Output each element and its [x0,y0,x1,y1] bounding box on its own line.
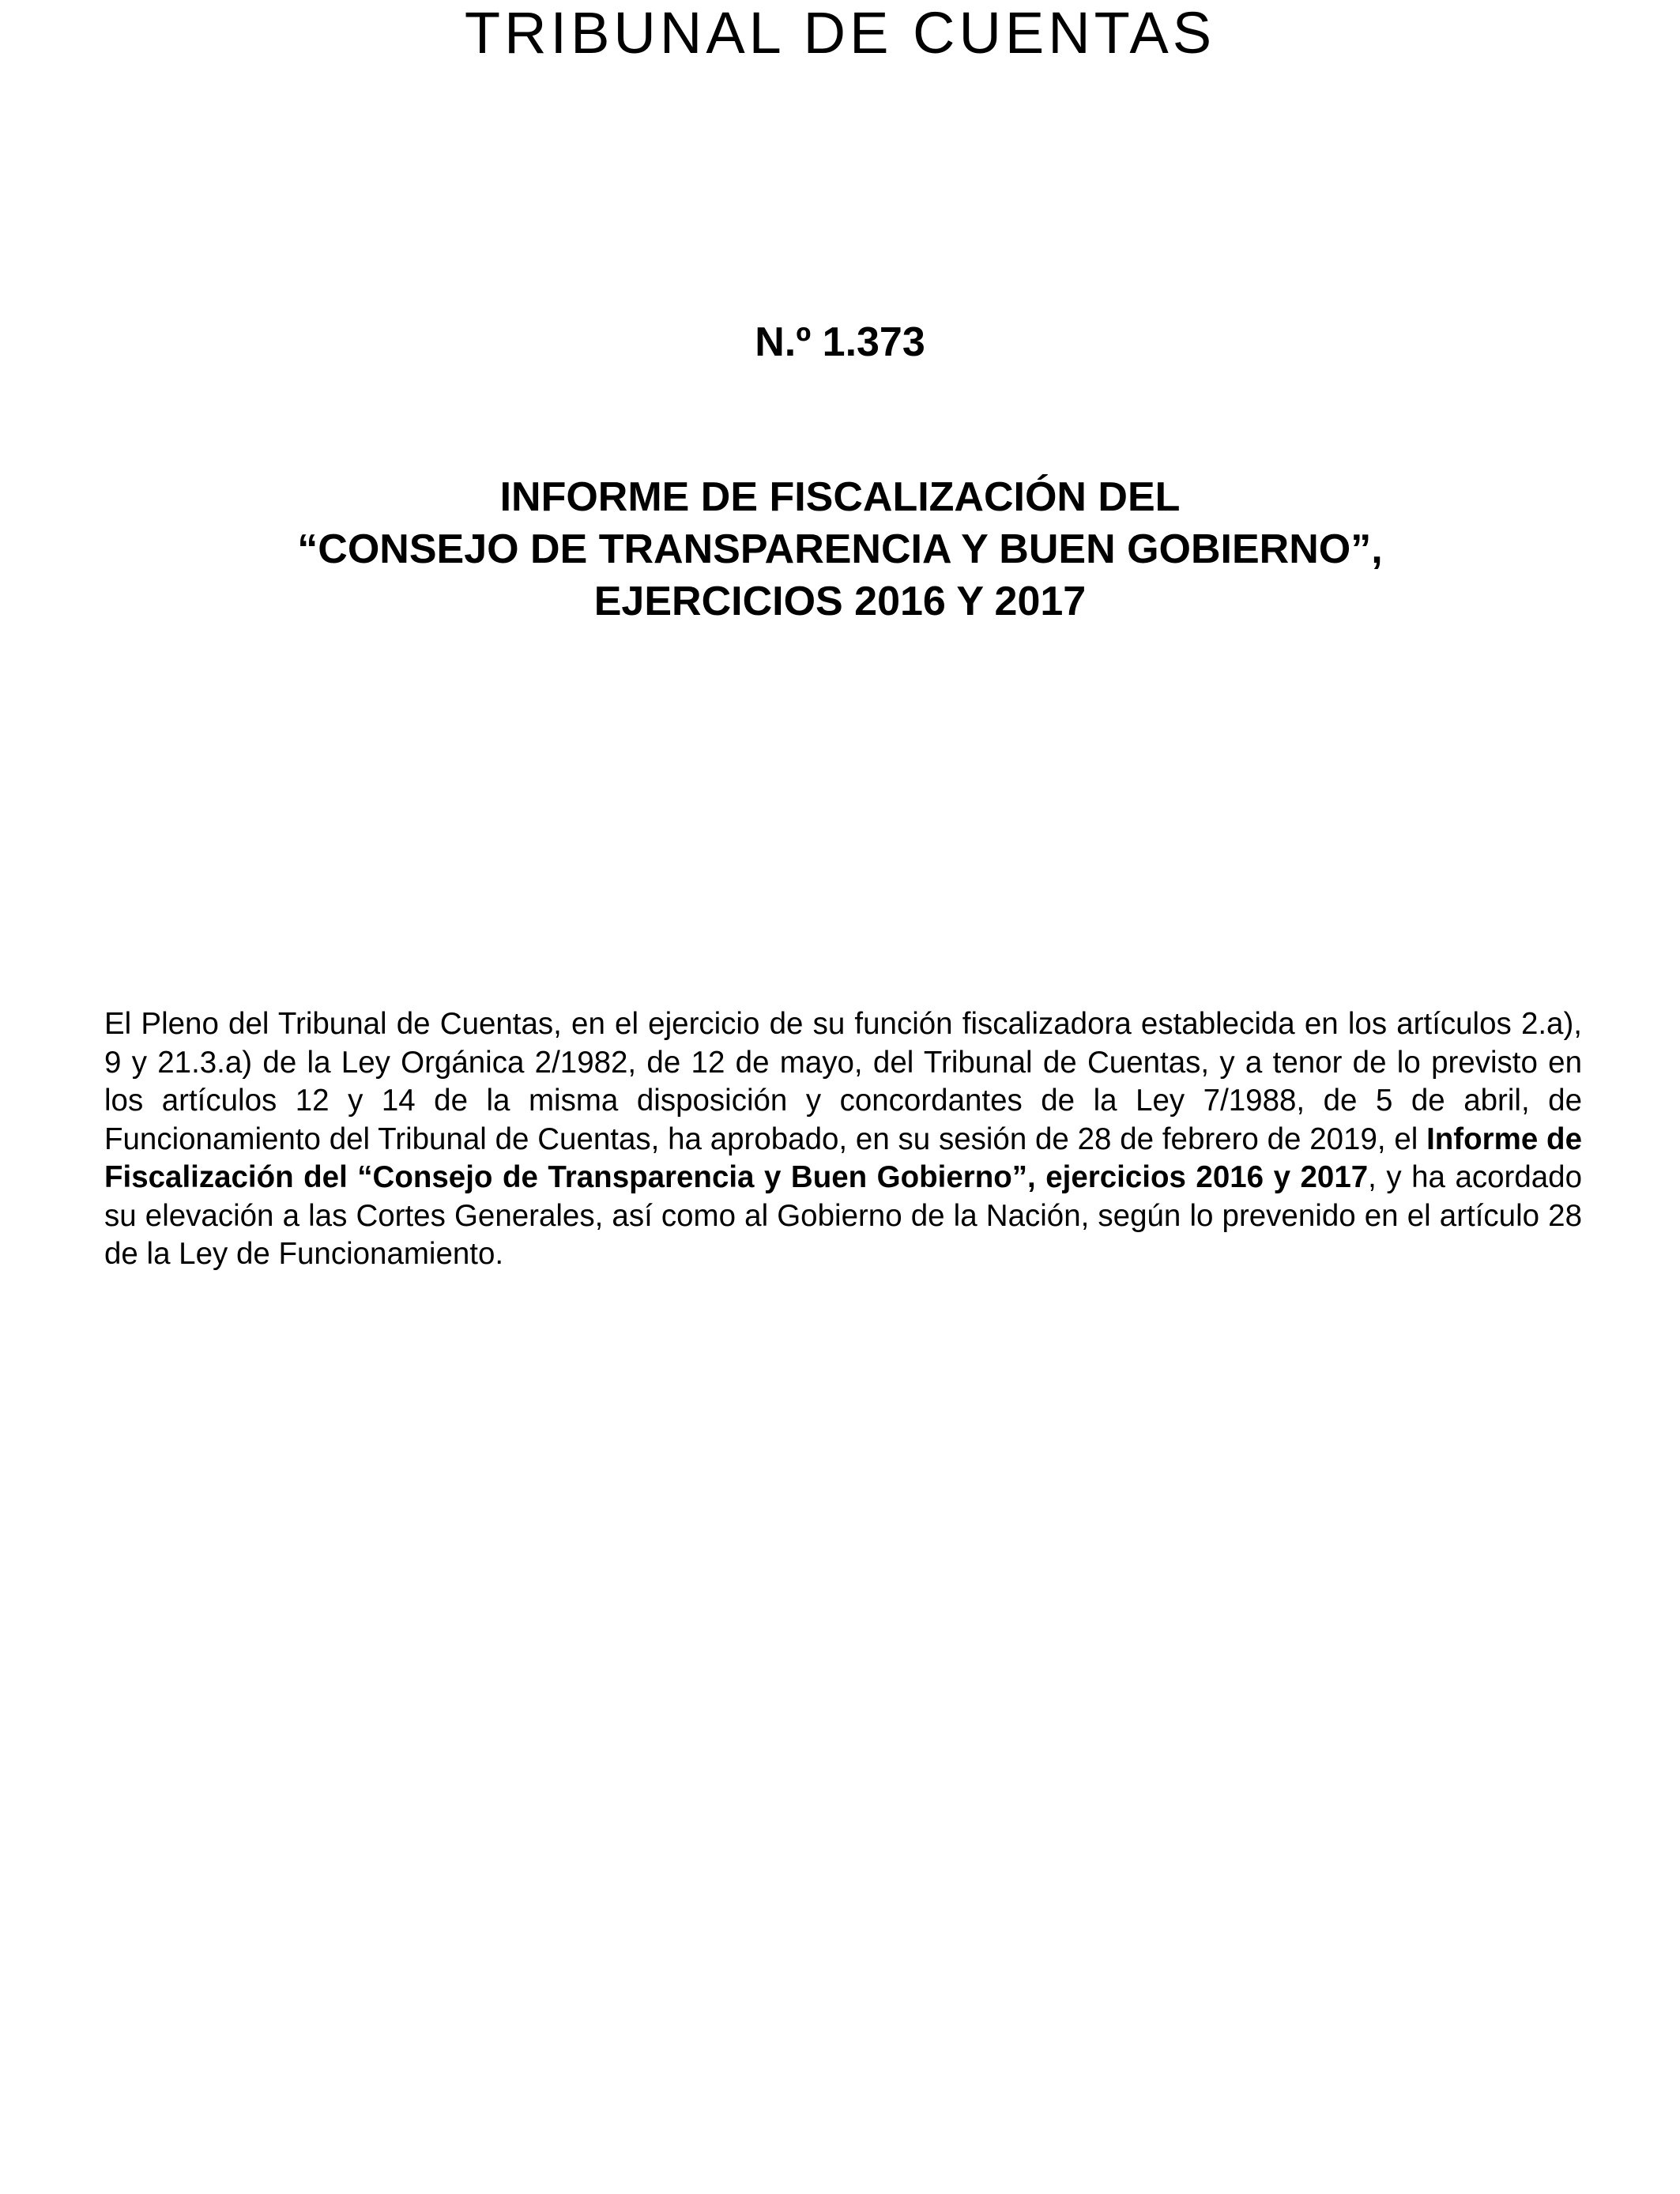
approval-paragraph [104,1005,1582,1274]
report-number: N.º 1.373 [755,319,925,365]
paragraph-text-after: , y ha acordado su elevación a las Cortes Generales, así como al Gobierno de la Nación, según lo prevenido en el artículo 28 de la Ley de Funcionamiento. [104,1160,1582,1271]
report-title-line-1: INFORME DE FISCALIZACIÓN DEL [499,474,1181,520]
report-title [0,471,1680,628]
report-title-line-2: “CONSEJO DE TRANSPARENCIA Y BUEN GOBIERNO”, [297,526,1383,572]
paragraph-report-name: Informe de Fiscalización del “Consejo de Transparencia y Buen Gobierno”, ejercicios 2016 y 2017 [104,1122,1582,1194]
paragraph-text-before: El Pleno del Tribunal de Cuentas, en el ejercicio de su función fiscalizadora establecida en los artículos 2.a), 9 y 21.3.a) de la Ley Orgánica 2/1982, de 12 de mayo, del Tribunal de Cuentas, y a tenor de lo previsto en los artículos 12 y 14 de la misma disposición y concordantes de la Ley 7/1988, de 5 de abril, de Funcionamiento del Tribunal de Cuentas, ha aprobado, en su sesión de 28 de febrero de 2019, el [104,1007,1582,1156]
institution-header: TRIBUNAL DE CUENTAS [464,0,1216,66]
report-title-line-3: EJERCICIOS 2016 Y 2017 [593,579,1087,624]
